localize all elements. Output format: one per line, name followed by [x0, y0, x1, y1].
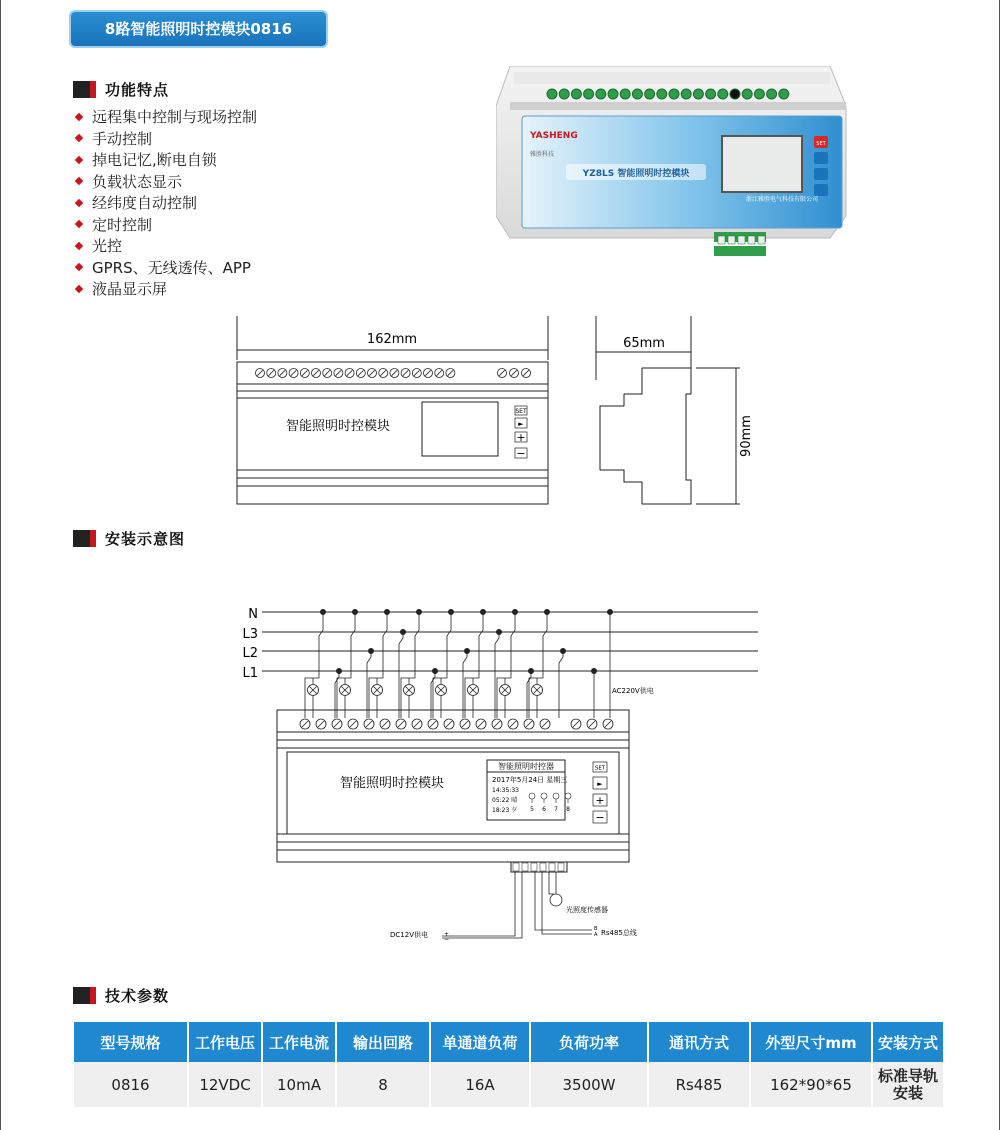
photo-brand-logo: YASHENG	[530, 131, 578, 141]
bullet-diamond-icon	[75, 156, 83, 164]
spec-value-cell: 12VDC	[189, 1062, 261, 1107]
spec-value-cell: 16A	[431, 1062, 529, 1107]
lcd-channel-label: 5	[530, 806, 534, 813]
dimension-module-label: 智能照明时控模块	[285, 419, 391, 434]
wiring-right-button: ►	[597, 780, 603, 788]
photo-terminal-screw	[779, 89, 789, 99]
line-label-l1: L1	[242, 666, 258, 681]
photo-terminal-screw	[669, 89, 679, 99]
heading-marker-red-icon	[90, 530, 96, 547]
spec-value-cell: 10mA	[263, 1062, 335, 1107]
lamp-row	[308, 678, 543, 718]
photo-bottom-terminal	[738, 236, 745, 244]
left-frame-line	[0, 0, 1, 1130]
photo-terminal-screw	[754, 89, 764, 99]
photo-terminal-screw	[584, 89, 594, 99]
feature-list	[74, 106, 257, 300]
spec-header-cell: 工作电流	[263, 1022, 335, 1062]
photo-terminal-screw	[693, 89, 703, 99]
heading-marker-red-icon	[90, 81, 96, 98]
bullet-diamond-icon	[75, 199, 83, 207]
photo-bottom-terminal	[718, 236, 725, 244]
bullet-diamond-icon	[75, 242, 83, 250]
dimension-set-button: SET	[515, 408, 527, 415]
photo-terminal-screw	[608, 89, 618, 99]
bus-terminal	[549, 863, 555, 871]
light-sensor-label: 光照度传感器	[566, 906, 608, 914]
photo-terminal-screw	[632, 89, 642, 99]
spec-table	[72, 1022, 945, 1107]
photo-terminal-screw	[620, 89, 630, 99]
photo-terminal-screw	[547, 89, 557, 99]
section-features-heading	[73, 78, 169, 100]
page-title: 8路智能照明时控模块0816	[71, 12, 326, 46]
spec-header-cell: 安装方式	[873, 1022, 943, 1062]
lcd-channel-label: 6	[542, 806, 546, 813]
photo-brand-cn: 雅胜科技	[530, 151, 555, 158]
bullet-diamond-icon	[75, 285, 83, 293]
dimension-front-view	[230, 310, 560, 510]
feature-item: 光控	[74, 235, 257, 257]
spec-value-cell: 标准导轨 安装	[873, 1062, 943, 1107]
lcd-bulb-icon	[553, 793, 559, 799]
spec-header-cell: 单通道负荷	[431, 1022, 529, 1062]
heading-marker-red-icon	[90, 987, 96, 1004]
photo-company-label: 浙江雅胜电气科技有限公司	[745, 196, 819, 203]
spec-value-cell: Rs485	[649, 1062, 749, 1107]
line-label-l2: L2	[242, 646, 258, 661]
spec-header-cell: 通讯方式	[649, 1022, 749, 1062]
photo-bottom-terminal	[748, 236, 755, 244]
bullet-diamond-icon	[75, 177, 83, 185]
bullet-diamond-icon	[75, 113, 83, 121]
lcd-sunset: 18:23 夕	[492, 807, 518, 814]
bus-terminal	[558, 863, 564, 871]
spec-header-cell: 型号规格	[74, 1022, 187, 1062]
spec-value-cell: 162*90*65	[751, 1062, 871, 1107]
section-params-heading	[73, 984, 169, 1006]
bus-terminal	[513, 863, 519, 871]
feature-item: 经纬度自动控制	[74, 192, 257, 214]
dimension-depth-label: 65mm	[623, 336, 665, 351]
photo-terminal-screw	[559, 89, 569, 99]
photo-terminal-screw	[742, 89, 752, 99]
dc-supply-label: DC12V供电	[390, 931, 428, 939]
wiring-set-button: SET	[594, 765, 606, 772]
spec-header-cell: 负荷功率	[531, 1022, 647, 1062]
photo-set-button: SET	[816, 141, 826, 147]
dc-plus-label: +	[444, 931, 450, 938]
lcd-bulb-icon	[565, 793, 571, 799]
bus-terminal	[540, 863, 546, 871]
spec-value-row	[74, 1062, 943, 1107]
photo-terminal-screw	[718, 89, 728, 99]
lcd-date: 2017年5月24日 星期三	[492, 776, 568, 784]
section-params-label: 技术参数	[105, 986, 170, 1005]
wiring-terminal-row	[300, 719, 613, 871]
feature-item: 远程集中控制与现场控制	[74, 106, 257, 128]
rs485-bus-label: Rs485总线	[601, 929, 637, 937]
dimension-height-label: 90mm	[739, 415, 754, 457]
lcd-channel-label: 8	[566, 806, 570, 813]
wiring-module-label: 智能照明时控模块	[339, 776, 445, 791]
spec-value-cell: 3500W	[531, 1062, 647, 1107]
lcd-bulb-icon	[541, 793, 547, 799]
photo-terminal-screw	[706, 89, 716, 99]
lcd-sunrise: 05:22 晴	[492, 797, 518, 804]
photo-terminal-screw	[730, 89, 740, 99]
wiring-plus-button: +	[595, 794, 605, 807]
spec-header-cell: 外型尺寸mm	[751, 1022, 871, 1062]
dimension-terminal-row	[256, 369, 531, 378]
photo-terminal-screw	[571, 89, 581, 99]
wiring-minus-button: −	[595, 811, 605, 824]
heading-marker-icon	[73, 530, 90, 547]
heading-marker-icon	[73, 81, 90, 98]
feature-item: GPRS、无线透传、APP	[74, 257, 257, 279]
rs485-b-label: B	[594, 926, 598, 932]
lcd-bulb-icon	[529, 793, 535, 799]
dimension-right-button: ►	[518, 420, 524, 428]
photo-bottom-terminal-row	[718, 236, 765, 244]
spec-value-cell: 8	[337, 1062, 429, 1107]
line-label-l3: L3	[242, 627, 258, 642]
heading-marker-icon	[73, 987, 90, 1004]
photo-terminal-screw	[767, 89, 777, 99]
spec-header-row	[74, 1022, 943, 1062]
line-label-n: N	[248, 607, 258, 622]
bus-terminal	[522, 863, 528, 871]
photo-model-label: YZ8LS 智能照明时控模块	[582, 169, 690, 179]
dimension-side-view	[590, 310, 780, 510]
lcd-channel-label: 7	[554, 806, 558, 813]
bullet-diamond-icon	[75, 263, 83, 271]
feature-item: 手动控制	[74, 128, 257, 150]
dimension-plus-button: +	[516, 431, 526, 444]
feature-item: 掉电记忆,断电自锁	[74, 149, 257, 171]
photo-terminal-screw	[645, 89, 655, 99]
spec-header-cell: 工作电压	[189, 1022, 261, 1062]
feature-item: 定时控制	[74, 214, 257, 236]
feature-item: 液晶显示屏	[74, 278, 257, 300]
ac-supply-label: AC220V供电	[612, 687, 654, 695]
photo-terminal-screw	[657, 89, 667, 99]
lcd-time: 14:35:33	[492, 787, 519, 794]
spec-value-cell: 0816	[74, 1062, 187, 1107]
bullet-diamond-icon	[75, 220, 83, 228]
photo-terminal-screw	[681, 89, 691, 99]
dimension-width-label: 162mm	[366, 332, 418, 347]
lcd-title: 智能照明时控器	[498, 762, 554, 771]
dimension-minus-button: −	[516, 447, 526, 460]
dc-minus-label: −	[444, 936, 450, 943]
spec-header-cell: 输出回路	[337, 1022, 429, 1062]
section-install-label: 安装示意图	[105, 529, 186, 548]
bus-terminal	[531, 863, 537, 871]
rs485-a-label: A	[594, 932, 598, 938]
section-install-heading	[73, 527, 185, 549]
section-features-label: 功能特点	[105, 80, 170, 99]
feature-item: 负载状态显示	[74, 171, 257, 193]
photo-bottom-terminal	[758, 236, 765, 244]
product-photo	[496, 66, 856, 258]
bullet-diamond-icon	[75, 134, 83, 142]
photo-bottom-terminal	[728, 236, 735, 244]
wiring-diagram	[230, 600, 790, 950]
photo-terminal-screw	[596, 89, 606, 99]
